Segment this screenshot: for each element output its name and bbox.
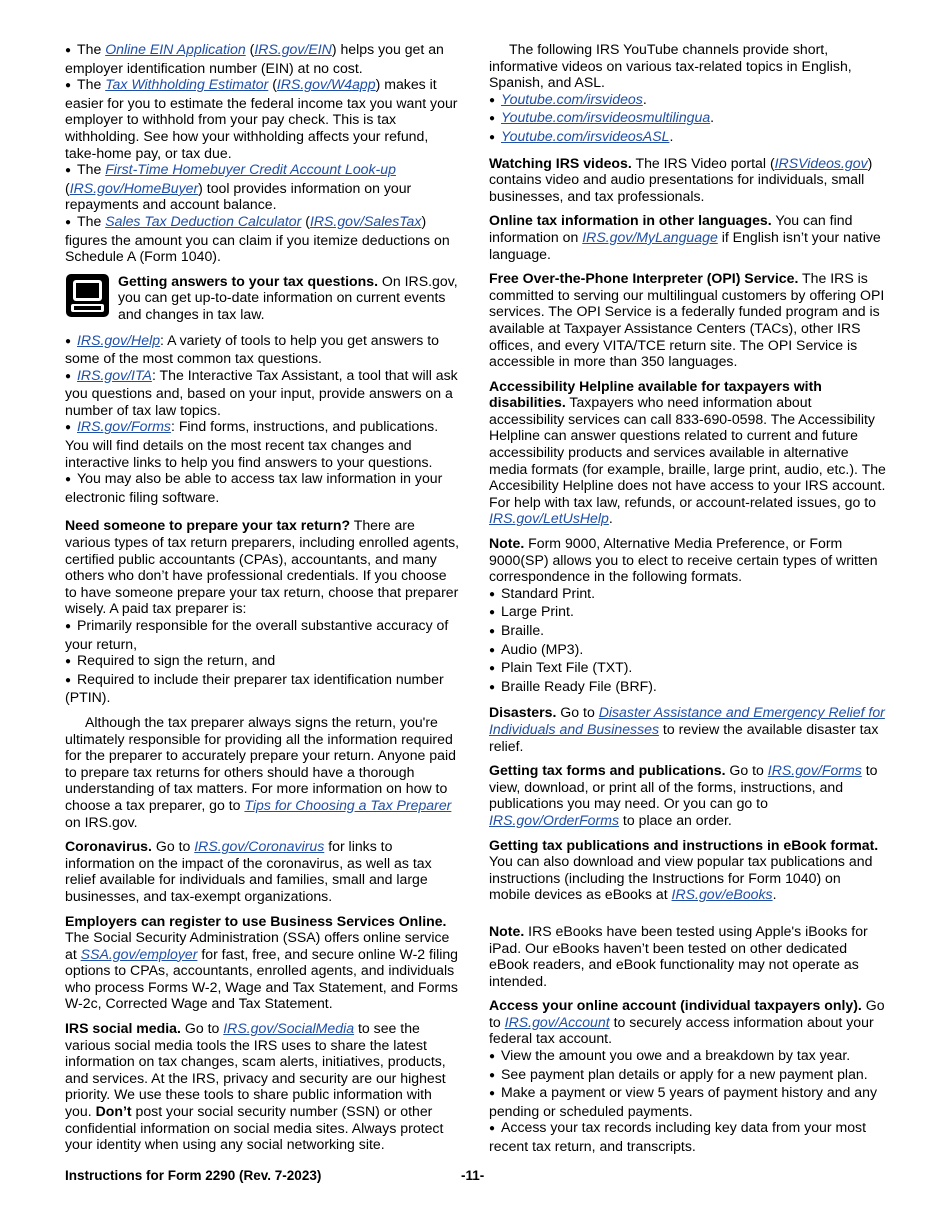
list-item: ● Plain Text File (TXT). <box>489 659 886 678</box>
irs-w4app-link[interactable]: IRS.gov/W4app <box>276 76 376 93</box>
bullet-icon: ● <box>65 370 72 382</box>
list-item: ● The Tax Withholding Estimator (IRS.gov/W4app) makes it easier for you to estimate the federal income tax you want your employer to withhold from your pay check. This is tax withholding. See how your withholding affects your refund, take-home pay, or tax due. <box>65 76 458 161</box>
irs-account-link[interactable]: IRS.gov/Account <box>504 1013 610 1030</box>
irs-coronavirus-link[interactable]: IRS.gov/Coronavirus <box>194 838 325 855</box>
disasters-section: Disasters. Go to Disaster Assistance and Emergency Relief for Individuals and Businesses to review the available disaster tax relief. <box>489 704 885 754</box>
bullet-icon: ● <box>65 621 72 632</box>
list-item: ● Audio (MP3). <box>489 641 886 660</box>
list-item: ● The Online EIN Application (IRS.gov/EIN) helps you get an employer identification number (EIN) at no cost. <box>65 41 444 76</box>
section-heading: Note. <box>489 535 525 552</box>
irs-forms-link[interactable]: IRS.gov/Forms <box>77 418 171 435</box>
bullet-icon: ● <box>489 1069 496 1081</box>
irs-mylanguage-link[interactable]: IRS.gov/MyLanguage <box>582 228 718 245</box>
languages-section: Online tax information in other languages. You can find information on IRS.gov/MyLanguage if English isn’t your native language. <box>489 212 881 262</box>
irs-orderforms-link[interactable]: IRS.gov/OrderForms <box>489 811 620 828</box>
note-formats-section: Note. Form 9000, Alternative Media Preference, or Form 9000(SP) allows you to elect to receive certain types of written correspondence in the following formats. ● Standard Print. ● Large Print. ● Braille. ● Audio (MP3). ● Plain Text File (TXT). ● Braille Ready File (BRF). <box>489 535 886 696</box>
ebook-section: Getting tax publications and instructions in eBook format. You can also download and view popular tax publications and instructions (including the Instructions for Form 1040) on mobile devices as eBooks at IRS.gov/eBooks. <box>489 836 879 903</box>
list-item: ● IRS.gov/ITA: The Interactive Tax Assistant, a tool that will ask you questions and, based on your input, provide answers on a number of tax law topics. <box>65 366 458 418</box>
tax-withholding-estimator-link[interactable]: Tax Withholding Estimator <box>105 76 269 93</box>
irs-ein-link[interactable]: IRS.gov/EIN <box>254 41 332 57</box>
bullet-icon: ● <box>489 1123 496 1135</box>
sales-tax-calculator-link[interactable]: Sales Tax Deduction Calculator <box>105 212 302 229</box>
bullet-icon: ● <box>65 216 72 228</box>
computer-icon <box>65 273 110 318</box>
irs-ebooks-link[interactable]: IRS.gov/eBooks <box>671 886 773 903</box>
section-heading: IRS social media. <box>65 1020 181 1037</box>
preparer-paragraph: Although the tax preparer always signs the return, you're ultimately responsible for providing all the information required for the preparer to accurately prepare your return. Anyone paid to prepare tax returns for others should have a thorough understanding of tax matters. For more information on how to choose a tax preparer, go to Tips for Choosing a Tax Preparer on IRS.gov. <box>65 713 456 830</box>
bullet-icon: ● <box>489 588 496 600</box>
bullet-icon: ● <box>489 1088 496 1100</box>
coronavirus-section: Coronavirus. Go to IRS.gov/Coronavirus for links to information on the impact of the coronavirus, as well as tax relief available for individuals and families, small and large businesses, and tax-exempt organizations. <box>65 838 432 904</box>
page-number: -11- <box>461 1168 485 1183</box>
bullet-icon: ● <box>489 1051 496 1063</box>
section-heading: Note. <box>489 922 525 939</box>
bullet-icon: ● <box>65 422 72 434</box>
bullet-icon: ● <box>65 674 72 686</box>
bullet-icon: ● <box>489 131 496 143</box>
irs-homebuyer-link[interactable]: IRS.gov/HomeBuyer <box>69 179 199 196</box>
tips-choosing-preparer-link[interactable]: Tips for Choosing a Tax Preparer <box>244 796 452 813</box>
bullet-icon: ● <box>489 681 496 693</box>
bullet-icon: ● <box>65 656 72 668</box>
list-item: ● Primarily responsible for the overall substantive accuracy of your return, <box>65 617 449 652</box>
irs-socialmedia-link[interactable]: IRS.gov/SocialMedia <box>223 1020 355 1037</box>
footer-form-title: Instructions for Form 2290 (Rev. 7-2023) <box>65 1168 322 1183</box>
irsvideos-link[interactable]: IRSVideos.gov <box>774 154 868 171</box>
youtube-multilingua-link[interactable]: Youtube.com/irsvideosmultilingua <box>501 109 711 126</box>
section-heading: Disasters. <box>489 704 557 721</box>
youtube-irsvideos-link[interactable]: Youtube.com/irsvideos <box>501 90 643 107</box>
irs-help-link[interactable]: IRS.gov/Help <box>77 331 161 348</box>
right-column <box>489 41 886 1163</box>
list-item: ● The Sales Tax Deduction Calculator (IRS.gov/SalesTax) figures the amount you can claim if you itemize deductions on Schedule A (Form 1040). <box>65 212 450 265</box>
list-item: ● Required to include their preparer tax identification number (PTIN). <box>65 670 444 706</box>
irs-ita-link[interactable]: IRS.gov/ITA <box>77 366 152 383</box>
bullet-icon: ● <box>489 113 496 125</box>
bullet-icon: ● <box>489 663 496 675</box>
account-section: Access your online account (individual taxpayers only). Go to IRS.gov/Account to securely access information about your federal tax account. ● View the amount you owe and a breakdown by tax year. ● See payment plan details or apply for a new payment plan. ● Make a payment or view 5 years of payment history and any pending or scheduled payments. ● Access your tax records including key data from your most recent tax return, and transcripts. <box>489 997 885 1155</box>
youtube-section: The following IRS YouTube channels provide short, informative videos on various tax-related topics in English, Spanish, and ASL. ● Youtube.com/irsvideos. ● Youtube.com/irsvideosmultilingua. ● Youtube.com/irsvideosASL. <box>489 41 886 147</box>
disaster-assistance-link[interactable]: Disaster Assistance and Emergency Relief for Individuals and Businesses <box>489 704 885 737</box>
list-item: ● See payment plan details or apply for a new payment plan. <box>489 1066 886 1085</box>
note-ebooks-section: Note. IRS eBooks have been tested using Apple's iBooks for iPad. Our eBooks haven’t been tested on other dedicated eBook readers, and eBook functionality may not operate as intended. <box>489 922 868 989</box>
ssa-employer-link[interactable]: SSA.gov/employer <box>80 945 198 962</box>
section-heading: Free Over-the-Phone Interpreter (OPI) Service. <box>489 270 799 287</box>
list-item: ● You may also be able to access tax law information in your electronic filing software. <box>65 470 443 505</box>
bullet-icon: ● <box>489 644 496 656</box>
tools-list <box>65 41 462 265</box>
bullet-icon: ● <box>489 607 496 619</box>
list-item: ● Youtube.com/irsvideosASL. <box>489 128 886 147</box>
section-heading: Employers can register to use Business Services Online. <box>65 912 447 929</box>
list-item: ● Braille. <box>489 622 886 641</box>
forms-section: Getting tax forms and publications. Go to IRS.gov/Forms to view, download, or print all of the forms, instructions, and publications you may need. Or you can go to IRS.gov/OrderForms to place an order. <box>489 762 878 828</box>
list-item: ● Required to sign the return, and <box>65 652 462 671</box>
list-item: ● The First-Time Homebuyer Credit Account Look-up (IRS.gov/HomeBuyer) tool provides information on your repayments and account balance. <box>65 161 412 213</box>
employers-section: Employers can register to use Business Services Online. The Social Security Administration (SSA) offers online service at SSA.gov/employer for fast, free, and secure online W-2 filing options to CPAs, accountants, enrolled agents, and individuals who process Forms W-2, Wage and Tax Statement, and Forms W-2c, Corrected Wage and Tax Statement. <box>65 912 459 1012</box>
bullet-icon: ● <box>489 626 496 637</box>
irs-forms-link[interactable]: IRS.gov/Forms <box>767 762 862 779</box>
list-item: ● IRS.gov/Forms: Find forms, instructions, and publications. You will find details on the most recent tax changes and interactive links to help you find answers to your questions. <box>65 418 439 470</box>
section-heading: Getting tax publications and instructions in eBook format. <box>489 836 879 853</box>
section-heading: Getting tax forms and publications. <box>489 762 726 779</box>
videos-section: Watching IRS videos. The IRS Video portal (IRSVideos.gov) contains video and audio presentations for individuals, small businesses, and tax professionals. <box>489 154 873 204</box>
list-item: ● Braille Ready File (BRF). <box>489 678 886 697</box>
list-item: ● Youtube.com/irsvideosmultilingua. <box>489 109 886 128</box>
section-heading: Online tax information in other languages. <box>489 212 772 229</box>
section-heading: Access your online account (individual taxpayers only). <box>489 997 862 1014</box>
answers-paragraph: Getting answers to your tax questions. On IRS.gov, you can get up-to-date information on current events and changes in tax law. <box>118 272 458 322</box>
list-item: ● Standard Print. <box>489 585 886 604</box>
homebuyer-lookup-link[interactable]: First-Time Homebuyer Credit Account Look-up <box>105 161 396 178</box>
list-item: ● View the amount you owe and a breakdown by tax year. <box>489 1047 886 1066</box>
irs-salestax-link[interactable]: IRS.gov/SalesTax <box>309 212 422 229</box>
opi-section: Free Over-the-Phone Interpreter (OPI) Service. The IRS is committed to serving our multilingual customers by offering OPI services. The OPI Service is a federally funded program and is available at Taxpayer Assistance Centers (TACs), other IRS offices, and every VITA/TCE return site. The OPI Service is accessible in more than 350 languages. <box>489 270 885 370</box>
section-heading: Watching IRS videos. <box>489 154 632 171</box>
section-heading: Accessibility Helpline available for taxpayers with disabilities. <box>489 377 822 411</box>
list-item: ● Access your tax records including key data from your most recent tax return, and transcripts. <box>489 1119 867 1155</box>
help-list <box>65 332 462 506</box>
section-heading: Getting answers to your tax questions. <box>118 272 378 289</box>
irs-letushelp-link[interactable]: IRS.gov/LetUsHelp <box>489 510 609 527</box>
bullet-icon: ● <box>65 335 72 347</box>
social-media-section: IRS social media. Go to IRS.gov/SocialMedia to see the various social media tools the IRS uses to share the latest information on tax changes, scam alerts, initiatives, products, and services. At the IRS, privacy and security are our highest priority. We use these tools to share public information with you. Don’t post your social security number (SSN) or other confidential information on social media sites. Always protect your identity when using any social networking site. <box>65 1020 446 1153</box>
list-item: ● Make a payment or view 5 years of payment history and any pending or scheduled payments. <box>489 1084 878 1119</box>
bullet-icon: ● <box>489 94 496 106</box>
youtube-asl-link[interactable]: Youtube.com/irsvideosASL <box>501 127 670 144</box>
section-heading: Coronavirus. <box>65 838 152 855</box>
list-item: ● Youtube.com/irsvideos. <box>489 91 886 110</box>
section-heading: Need someone to prepare your tax return? <box>65 517 351 534</box>
bullet-icon: ● <box>65 80 72 92</box>
bullet-icon: ● <box>65 165 72 177</box>
bullet-icon: ● <box>65 45 72 56</box>
left-column <box>65 41 462 1161</box>
preparer-section: Need someone to prepare your tax return? There are various types of tax return preparers, including enrolled agents, certified public accountants (CPAs), accountants, and many others who don’t have professional credentials. If you choose to have someone prepare your tax return, choose that preparer wisely. A paid tax preparer is: ● Primarily responsible for the overall substantive accuracy of your return, ● Required to sign the return, and ● Required to include their preparer tax identification number (PTIN). <box>65 517 462 706</box>
accessibility-section: Accessibility Helpline available for taxpayers with disabilities. Taxpayers who need information about accessibility services can call 833-690-0598. The Accessibility Helpline can answer questions related to current and future accessibility products and services available in alternative media formats (for example, braille, large print, audio, etc.). The Accesibility Helpline does not have access to your IRS account. For help with tax law, refunds, or account-related issues, go to IRS.gov/LetUsHelp. <box>489 377 886 527</box>
answers-section <box>65 273 462 323</box>
online-ein-application-link[interactable]: Online EIN Application <box>105 41 246 57</box>
bullet-icon: ● <box>65 474 72 486</box>
list-item: ● IRS.gov/Help: A variety of tools to help you get answers to some of the most common tax questions. <box>65 331 439 367</box>
list-item: ● Large Print. <box>489 603 886 622</box>
